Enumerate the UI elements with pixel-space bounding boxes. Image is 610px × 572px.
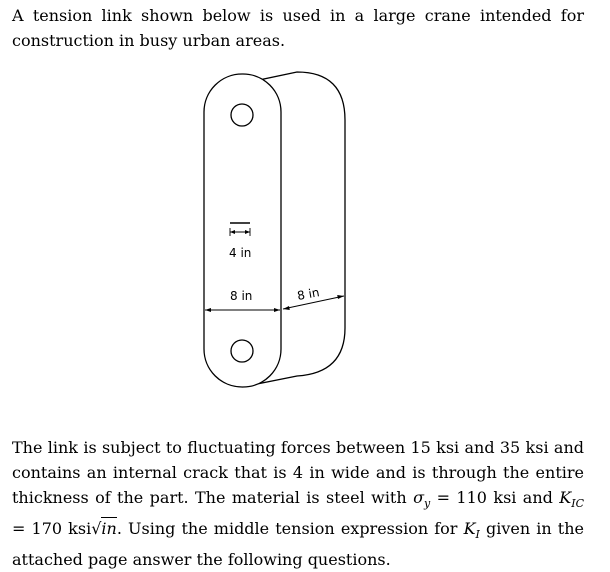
k-ic-symbol: K [559,488,572,507]
k-i-subscript: I [475,528,480,541]
problem-text-1: The link is subject to fluctuating forces between 15 ksi and 35 ksi and contains an internal crack that is 4 in wide and is through the entire thickness of the part. The material is steel with [12,438,584,507]
problem-paragraph [12,435,584,572]
crack-label: 4 in [229,246,252,260]
intro-paragraph: A tension link shown below is used in a large crane intended for construction in busy urban areas. [12,6,584,50]
problem-text-3: = 170 ksi [12,519,92,538]
k-ic-subscript: IC [571,497,585,510]
width-label: 8 in [230,289,253,303]
problem-text-2: = 110 ksi and [430,488,560,507]
sigma-symbol: σ [413,488,424,507]
sigma-subscript: y [424,497,431,510]
sqrt-sign: √ [91,519,102,538]
problem-text-5: given in the attached page answer the following questions. [12,519,585,569]
thickness-label: 8 in [296,285,321,303]
problem-text-4: . Using the middle tension expression for [116,519,464,538]
k-i-symbol: K [463,519,476,538]
sqrt-content: in [101,519,117,538]
